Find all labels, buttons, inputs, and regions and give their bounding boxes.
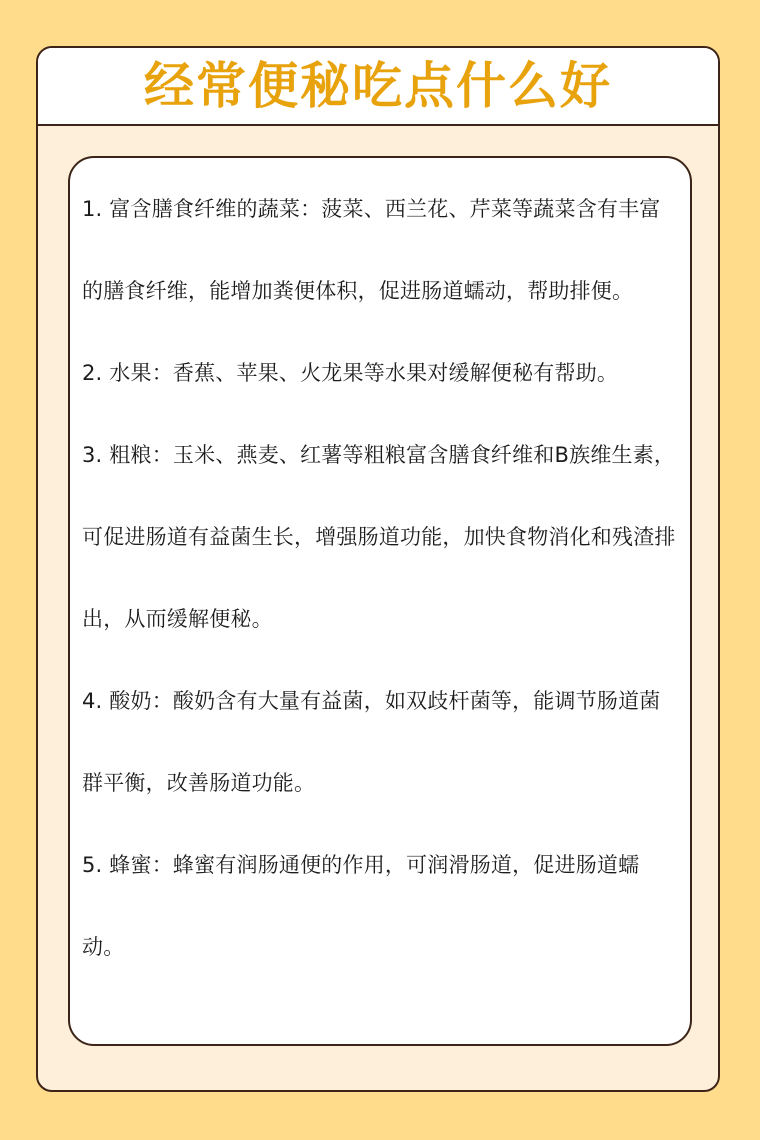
article-card bbox=[36, 46, 720, 1092]
list-item: 4. 酸奶：酸奶含有大量有益菌，如双歧杆菌等，能调节肠道菌群平衡，改善肠道功能。 bbox=[82, 689, 661, 795]
title-bar bbox=[38, 48, 718, 126]
list-item: 1. 富含膳食纤维的蔬菜：菠菜、西兰花、芹菜等蔬菜含有丰富的膳食纤维，能增加粪便体积，促进肠道蠕动，帮助排便。 bbox=[82, 197, 661, 303]
list-item: 2. 水果：香蕉、苹果、火龙果等水果对缓解便秘有帮助。 bbox=[82, 361, 619, 385]
content-box bbox=[68, 156, 692, 1046]
page-title: 经常便秘吃点什么好 bbox=[144, 57, 612, 115]
list-item: 3. 粗粮：玉米、燕麦、红薯等粗粮富含膳食纤维和B族维生素，可促进肠道有益菌生长，增强肠道功能，加快食物消化和残渣排出，从而缓解便秘。 bbox=[82, 443, 676, 631]
list-item: 5. 蜂蜜：蜂蜜有润肠通便的作用，可润滑肠道，促进肠道蠕动。 bbox=[82, 853, 640, 959]
